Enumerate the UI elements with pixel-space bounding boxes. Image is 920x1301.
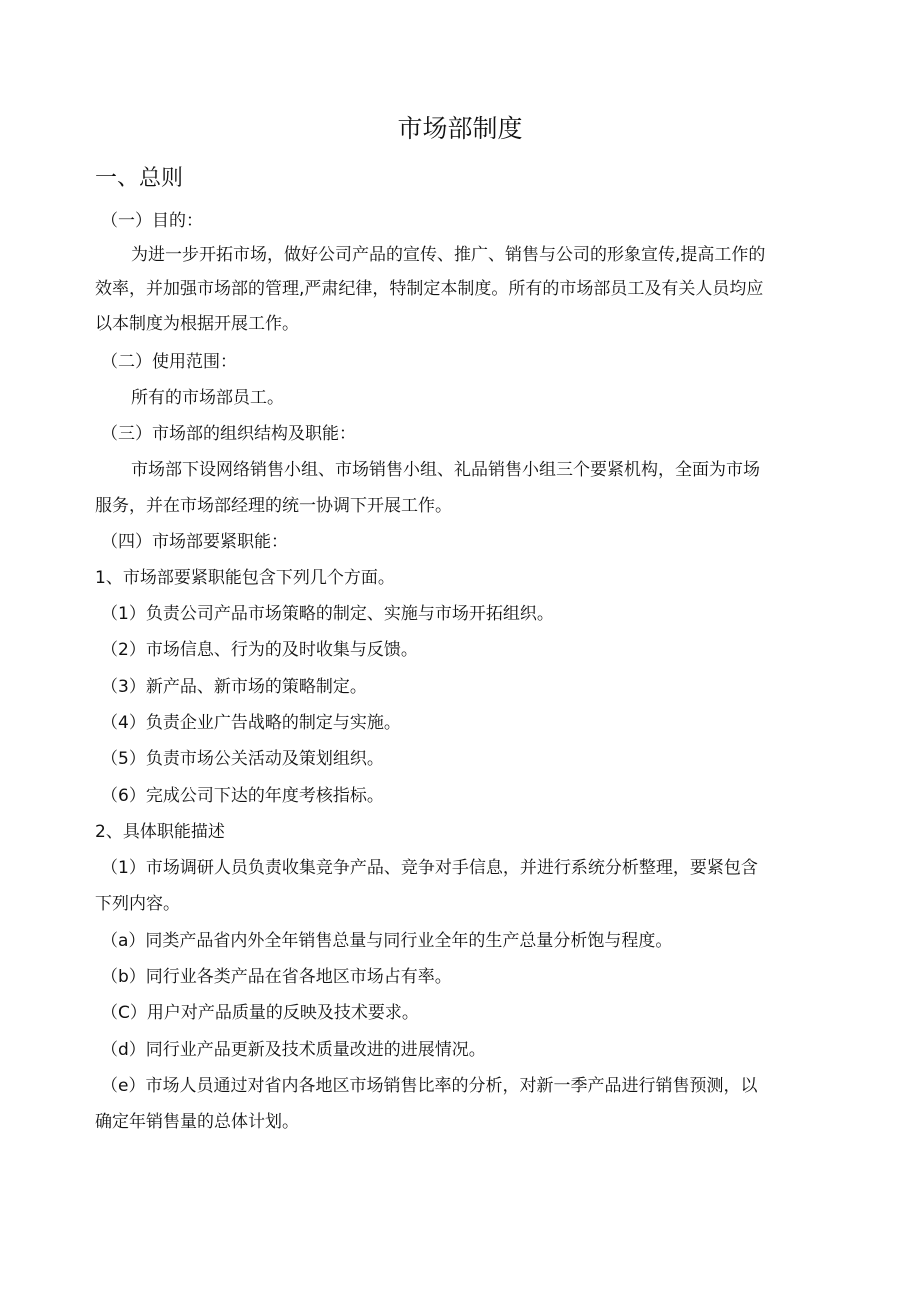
list-item: （5）负责市场公关活动及策划组织。: [101, 749, 384, 769]
section-heading: 一、总则: [95, 166, 184, 191]
subsection-label: （三）市场部的组织结构及职能：: [101, 424, 356, 444]
list-heading: 2、具体职能描述: [95, 822, 225, 842]
paragraph-line: 效率，并加强市场部的管理,严肃纪律，特制定本制度。所有的市场部员工及有关人员均应: [95, 279, 764, 299]
list-item: （e）市场人员通过对省内各地区市场销售比率的分析，对新一季产品进行销售预测，以: [101, 1076, 758, 1096]
list-item: （6）完成公司下达的年度考核指标。: [101, 786, 384, 806]
list-item: （2）市场信息、行为的及时收集与反馈。: [101, 640, 418, 660]
list-item: （b）同行业各类产品在省各地区市场占有率。: [101, 967, 452, 987]
list-heading: 1、市场部要紧职能包含下列几个方面。: [95, 568, 395, 588]
list-item: （a）同类产品省内外全年销售总量与同行业全年的生产总量分析饱与程度。: [101, 931, 673, 951]
subsection-label: （一）目的：: [101, 211, 203, 231]
paragraph-line: 为进一步开拓市场，做好公司产品的宣传、推广、销售与公司的形象宣传,提高工作的: [131, 245, 766, 265]
subsection-label: （二）使用范围：: [101, 352, 237, 372]
paragraph-line: 下列内容。: [95, 894, 180, 914]
document-title: 市场部制度: [397, 114, 523, 143]
subsection-label: （四）市场部要紧职能：: [101, 532, 288, 552]
paragraph-line: 市场部下设网络销售小组、市场销售小组、礼品销售小组三个要紧机构，全面为市场: [131, 460, 760, 480]
list-item: （1）负责公司产品市场策略的制定、实施与市场开拓组织。: [101, 604, 554, 624]
list-item: （3）新产品、新市场的策略制定。: [101, 677, 367, 697]
list-item: （1）市场调研人员负责收集竞争产品、竞争对手信息，并进行系统分析整理，要紧包含: [101, 858, 758, 878]
paragraph-line: 确定年销售量的总体计划。: [95, 1112, 299, 1132]
paragraph-line: 所有的市场部员工。: [131, 388, 284, 408]
paragraph-line: 以本制度为根据开展工作。: [95, 314, 299, 334]
list-item: （d）同行业产品更新及技术质量改进的进展情况。: [101, 1040, 486, 1060]
paragraph-line: 服务，并在市场部经理的统一协调下开展工作。: [95, 496, 452, 516]
list-item: （C）用户对产品质量的反映及技术要求。: [101, 1003, 419, 1023]
list-item: （4）负责企业广告战略的制定与实施。: [101, 713, 401, 733]
